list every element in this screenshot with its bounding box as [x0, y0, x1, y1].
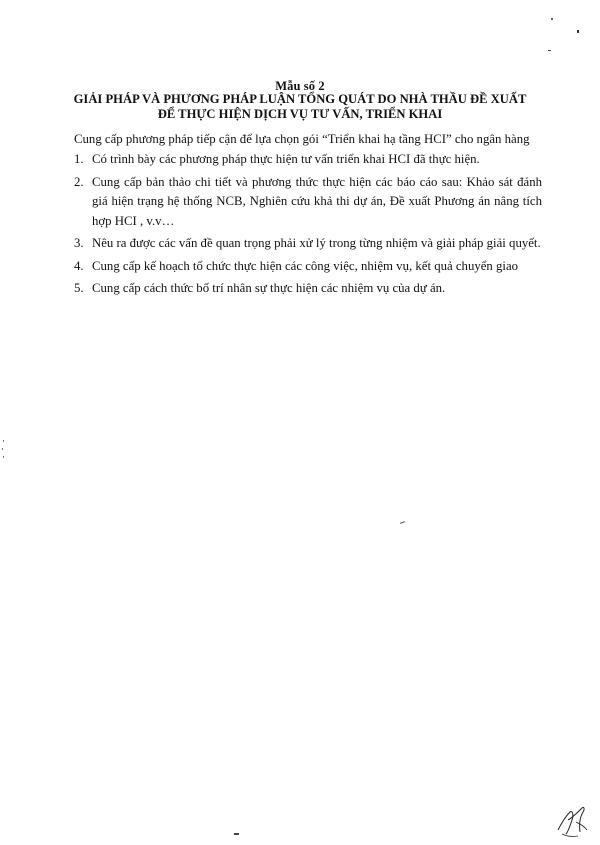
item-number: 5. [74, 281, 84, 295]
item-number: 1. [74, 152, 84, 166]
scan-speck [577, 30, 579, 33]
item-number: 2. [74, 174, 84, 189]
item-text: Có trình bày các phương pháp thực hiện tư vấn triển khai HCI đã thực hiện. [92, 152, 480, 166]
list-item [72, 257, 542, 277]
list-item [72, 173, 542, 232]
item-text: Cung cấp kế hoạch tổ chức thực hiện các công việc, nhiệm vụ, kết quả chuyển giao [92, 258, 519, 273]
item-number: 3. [74, 236, 84, 250]
item-text: Nêu ra được các vấn đề quan trọng phải xử lý trong từng nhiệm và giải pháp giải quyết. [92, 236, 541, 250]
list-item [72, 150, 542, 170]
item-text: Cung cấp cách thức bố trí nhân sự thực hiện các nhiệm vụ của dự án. [92, 281, 446, 295]
initials-signature [552, 800, 592, 840]
scan-speck [548, 50, 551, 51]
item-text: Cung cấp bản thảo chi tiết và phương thức thực hiện các báo cáo sau: Khảo sát đánh giá hiện trạng hệ thống NCB, Nghiên cứu khả thi dự án, Đề xuất Phương án nâng tích hợp HCI , v.v… [92, 174, 542, 228]
document-title [40, 92, 560, 121]
scan-speck [400, 521, 405, 524]
intro-paragraph: Cung cấp phương pháp tiếp cận để lựa chọn gói “Triển khai hạ tầng HCI” cho ngân hàng [74, 132, 530, 146]
list-item [72, 234, 542, 254]
scan-speck [234, 833, 239, 835]
scan-edge-marks [2, 440, 5, 460]
scan-speck [551, 18, 553, 20]
list-item [72, 279, 542, 299]
title-line-2: ĐỂ THỰC HIỆN DỊCH VỤ TƯ VẤN, TRIỂN KHAI [157, 106, 443, 121]
title-line-1: GIẢI PHÁP VÀ PHƯƠNG PHÁP LUẬN TỔNG QUÁT DO NHÀ THẦU ĐỀ XUẤT [73, 92, 527, 106]
form-label: Mẫu số 2 [275, 79, 325, 93]
item-number: 4. [74, 258, 84, 273]
requirements-list [72, 150, 542, 302]
